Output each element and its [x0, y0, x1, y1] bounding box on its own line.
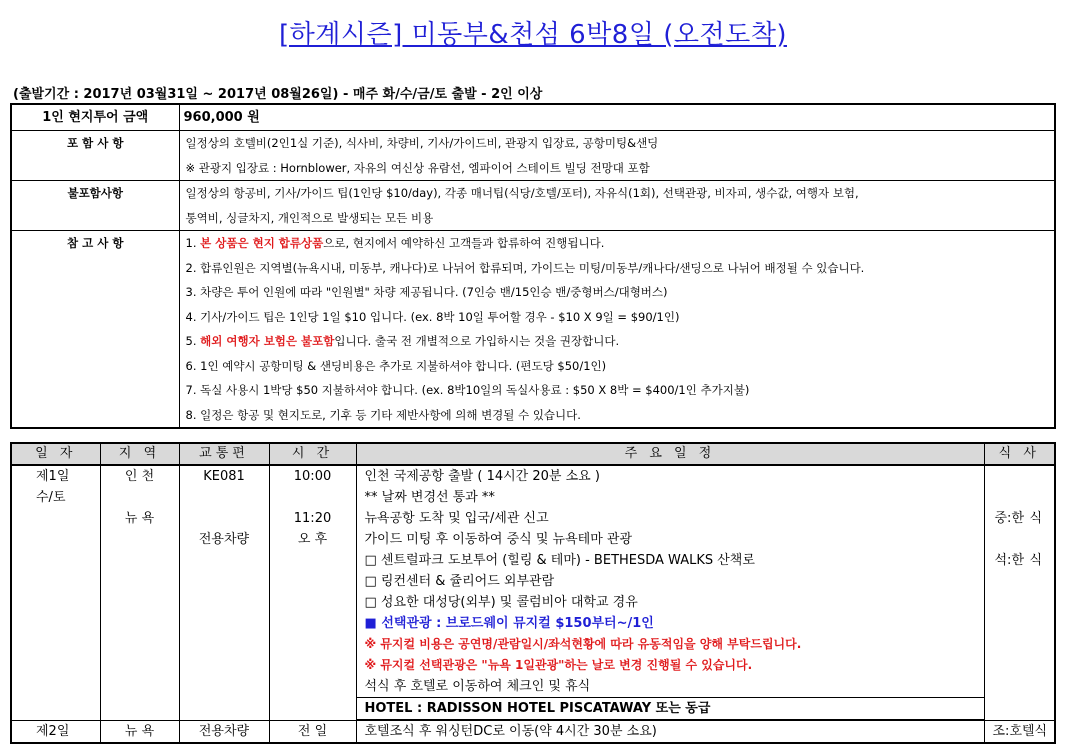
region: 뉴 욕: [124, 511, 155, 526]
optional-tour: ■ 선택관광 : 브로드웨이 뮤지컬 $150부터~/1인: [364, 616, 654, 631]
meal-lunch: 중:한 식: [994, 511, 1042, 526]
flight-code: KE081: [203, 469, 245, 484]
day-number: 제1일: [36, 469, 70, 484]
activity: □ 링컨센터 & 쥴리어드 외부관람: [364, 574, 555, 589]
note-item: 6. 1인 예약시 공항미팅 & 샌딩비용은 추가로 지불하셔야 합니다. (편도당 $50/1인): [185, 358, 607, 373]
price-label: 1인 현지투어 금액: [11, 104, 179, 131]
include-line: 일정상의 호텔비(2인1실 기준), 식사비, 차량비, 기사/가이드비, 관광지 입장료, 공항미팅&샌딩: [185, 136, 659, 150]
note-item: 4. 기사/가이드 팁은 1인당 1일 $10 입니다. (ex. 8박 10일 투어할 경우 - $10 X 9일 = $90/1인): [185, 309, 680, 324]
header-time: 시 간: [269, 443, 356, 465]
day-number: 제2일: [36, 724, 70, 739]
region: 인 천: [124, 469, 155, 484]
activity: 호텔조식 후 워싱턴DC로 이동(약 4시간 30분 소요): [364, 724, 657, 739]
meal-breakfast: 조:호텔식: [992, 724, 1048, 739]
meal-dinner: 석:한 식: [994, 553, 1042, 568]
exclude-line: 일정상의 항공비, 기사/가이드 팁(1인당 $10/day), 각종 매너팁(식당/호텔/포터), 자유식(1회), 선택관광, 비자피, 생수값, 여행자 보험,: [185, 186, 859, 200]
price-value: 960,000 원: [183, 110, 260, 125]
notes-label: 참 고 사 항: [11, 231, 179, 429]
activity: 뉴욕공항 도착 및 입국/세관 신고: [364, 511, 549, 526]
day-weekday: 수/토: [36, 490, 66, 505]
note-red: ※ 뮤지컬 선택관광은 "뉴욕 1일관광"하는 날로 변경 진행될 수 있습니다.: [364, 658, 753, 672]
activity: □ 센트럴파크 도보투어 (힐링 & 테마) - BETHESDA WALKS 산책로: [364, 553, 755, 568]
page-title: [하계시즌] 미동부&천섬 6박8일 (오전도착): [279, 20, 787, 50]
departure-period: (출발기간 : 2017년 03월31일 ~ 2017년 08월26일) - 매주 화/수/금/토 출발 - 2인 이상: [13, 87, 543, 102]
note-item: 7. 독실 사용시 1박당 $50 지불하셔야 합니다. (ex. 8박10일의 독실사용료 : $50 X 8박 = $400/1인 추가지불): [185, 383, 750, 397]
note-item: 2. 합류인원은 지역별(뉴욕시내, 미동부, 캐나다)로 나뉘어 합류되며, 가이드는 미팅/미동부/캐나다/샌딩으로 나뉘어 배정될 수 있습니다.: [185, 260, 865, 275]
note-item: 3. 차량은 투어 인원에 따라 "인원별" 차량 제공됩니다. (7인승 밴/15인승 밴/중형버스/대형버스): [185, 285, 668, 299]
exclude-label: 불포함사항: [11, 181, 179, 231]
time: 10:00: [293, 469, 332, 484]
activity: 가이드 미팅 후 이동하여 중식 및 뉴욕테마 관광: [364, 532, 633, 547]
activity: □ 성요한 대성당(외부) 및 콜럼비아 대학교 경유: [364, 595, 638, 610]
note-item: 1. 본 상품은 현지 합류상품으로, 현지에서 예약하신 고객들과 합류하여 진행됩니다.: [185, 236, 605, 250]
itinerary-table: [10, 442, 1056, 744]
tour-info-table: [10, 103, 1056, 429]
include-label: 포 함 사 항: [11, 131, 179, 181]
transport: 전용차량: [198, 724, 250, 739]
exclude-line: 통역비, 싱글차지, 개인적으로 발생되는 모든 비용: [185, 210, 434, 225]
header-transport: 교통편: [179, 443, 269, 465]
region: 뉴 욕: [124, 724, 155, 739]
activity: 인천 국제공항 출발 ( 14시간 20분 소요 ): [364, 469, 600, 484]
transport: 전용차량: [198, 532, 250, 547]
note-red: ※ 뮤지컬 비용은 공연명/관람일시/좌석현황에 따라 유동적임을 양해 부탁드립니다.: [364, 637, 802, 651]
time: 오 후: [297, 532, 328, 547]
header-itinerary: 주 요 일 정: [356, 443, 984, 465]
header-day: 일 자: [11, 443, 100, 465]
hotel-info: HOTEL : RADISSON HOTEL PISCATAWAY 또는 동급: [357, 697, 984, 720]
day-row: [11, 721, 1055, 744]
time: 11:20: [293, 511, 332, 526]
header-region: 지 역: [100, 443, 179, 465]
note-item: 8. 일정은 항공 및 현지도로, 기후 등 기타 제반사항에 의해 변경될 수 있습니다.: [185, 407, 581, 422]
time: 전 일: [297, 724, 328, 739]
include-line: ※ 관광지 입장료 : Hornblower, 자유의 여신상 유람선, 엠파이어 스테이트 빌딩 전망대 포함: [185, 160, 650, 175]
activity: 석식 후 호텔로 이동하여 체크인 및 휴식: [364, 679, 591, 694]
day-row: [11, 465, 1055, 721]
square-bullet-icon: ■: [364, 616, 377, 631]
note-item: 5. 해외 여행자 보험은 불포함입니다. 출국 전 개별적으로 가입하시는 것을 권장합니다.: [185, 334, 620, 348]
activity: ** 날짜 변경선 통과 **: [364, 490, 495, 505]
header-meal: 식 사: [984, 443, 1055, 465]
